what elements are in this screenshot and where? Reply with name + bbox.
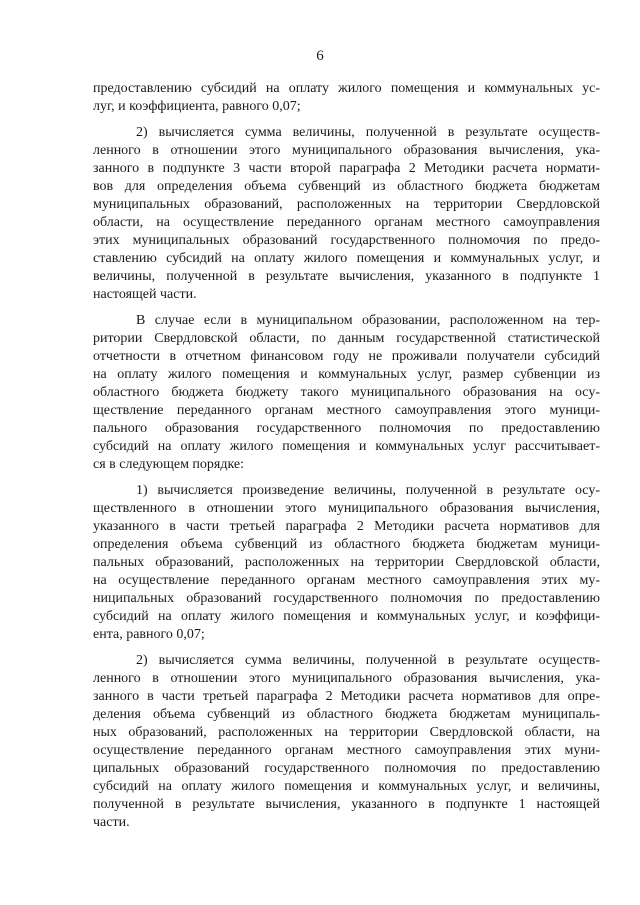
text-line: ципальных образований государственного полномочия по предоставлению [93, 761, 600, 776]
text-line: ниципальных образований государственного полномочия по предоставлению [93, 591, 600, 606]
paragraph [93, 124, 600, 304]
text-line: пальных образований, расположенных на территории Свердловской области, [93, 555, 600, 570]
text-line: предоставлению субсидий на оплату жилого помещения и коммунальных ус- [93, 81, 600, 96]
text-line: ента, равного 0,07; [93, 627, 205, 642]
text-line: ществленного в отношении этого муниципального образования вычисления, [93, 501, 600, 516]
text-line: В случае если в муниципальном образовании, расположенном на тер- [136, 313, 600, 328]
text-line: ставлению субсидий на оплату жилого помещения и коммунальных услуг, и [93, 251, 600, 266]
text-line: луг, и коэффициента, равного 0,07; [93, 99, 301, 114]
text-line: настоящей части. [93, 287, 197, 302]
text-line: определения объема субвенций из областного бюджета бюджетам муници- [93, 537, 600, 552]
document-body [93, 80, 600, 840]
text-line: занного в части третьей параграфа 2 Методики расчета нормативов для опре- [93, 689, 600, 704]
text-line: ся в следующем порядке: [93, 457, 245, 472]
text-line: субсидий на оплату жилого помещения и коммунальных услуг, и величины, [93, 779, 600, 794]
text-line: пального образования государственного полномочия по предоставлению [93, 421, 600, 436]
text-line: субсидий на оплату жилого помещения и коммунальных услуг рассчитывает- [93, 439, 600, 454]
text-line: 1) вычисляется произведение величины, полученной в результате осу- [136, 483, 600, 498]
text-line: области, на осуществление переданного органам местного самоуправления [93, 215, 600, 230]
text-line: этих муниципальных образований государственного полномочия по предо- [93, 233, 600, 248]
paragraph [93, 312, 600, 474]
paragraph [93, 652, 600, 832]
text-line: занного в подпункте 3 части второй параграфа 2 Методики расчета нормати- [93, 161, 600, 176]
text-line: 2) вычисляется сумма величины, полученной в результате осуществ- [136, 653, 600, 668]
text-line: на осуществление переданного органам местного самоуправления этих му- [93, 573, 600, 588]
text-line: субсидий на оплату жилого помещения и коммунальных услуг, и коэффици- [93, 609, 600, 624]
text-line: муниципальных образований, расположенных на территории Свердловской [93, 197, 600, 212]
text-line: величины, полученной в результате вычисления, указанного в подпункте 1 [93, 269, 600, 284]
page-number: 6 [316, 48, 324, 64]
text-line: деления объема субвенций из областного бюджета бюджетам муниципаль- [93, 707, 600, 722]
text-line: осуществление переданного органам местного самоуправления этих муни- [93, 743, 600, 758]
text-line: вов для определения объема субвенций из областного бюджета бюджетам [93, 179, 600, 194]
text-line: полученной в результате вычисления, указанного в подпункте 1 настоящей [93, 797, 600, 812]
paragraph [93, 482, 600, 644]
text-line: 2) вычисляется сумма величины, полученной в результате осуществ- [136, 125, 600, 140]
text-line: ленного в отношении этого муниципального образования вычисления, ука- [93, 143, 600, 158]
text-line: ленного в отношении этого муниципального образования вычисления, ука- [93, 671, 600, 686]
text-line: ных образований, расположенных на территории Свердловской области, на [93, 725, 600, 740]
text-line: ществление переданного органам местного самоуправления этого муници- [93, 403, 600, 418]
text-line: отчетности в отчетном финансовом году не проживали получатели субсидий [93, 349, 600, 364]
text-line: части. [93, 815, 130, 830]
paragraph [93, 80, 600, 116]
text-line: указанного в части третьей параграфа 2 Методики расчета нормативов для [93, 519, 600, 534]
text-line: областного бюджета бюджету такого муниципального образования на осу- [93, 385, 600, 400]
text-line: ритории Свердловской области, по данным государственной статистической [93, 331, 600, 346]
text-line: на оплату жилого помещения и коммунальных услуг, размер субвенции из [93, 367, 600, 382]
